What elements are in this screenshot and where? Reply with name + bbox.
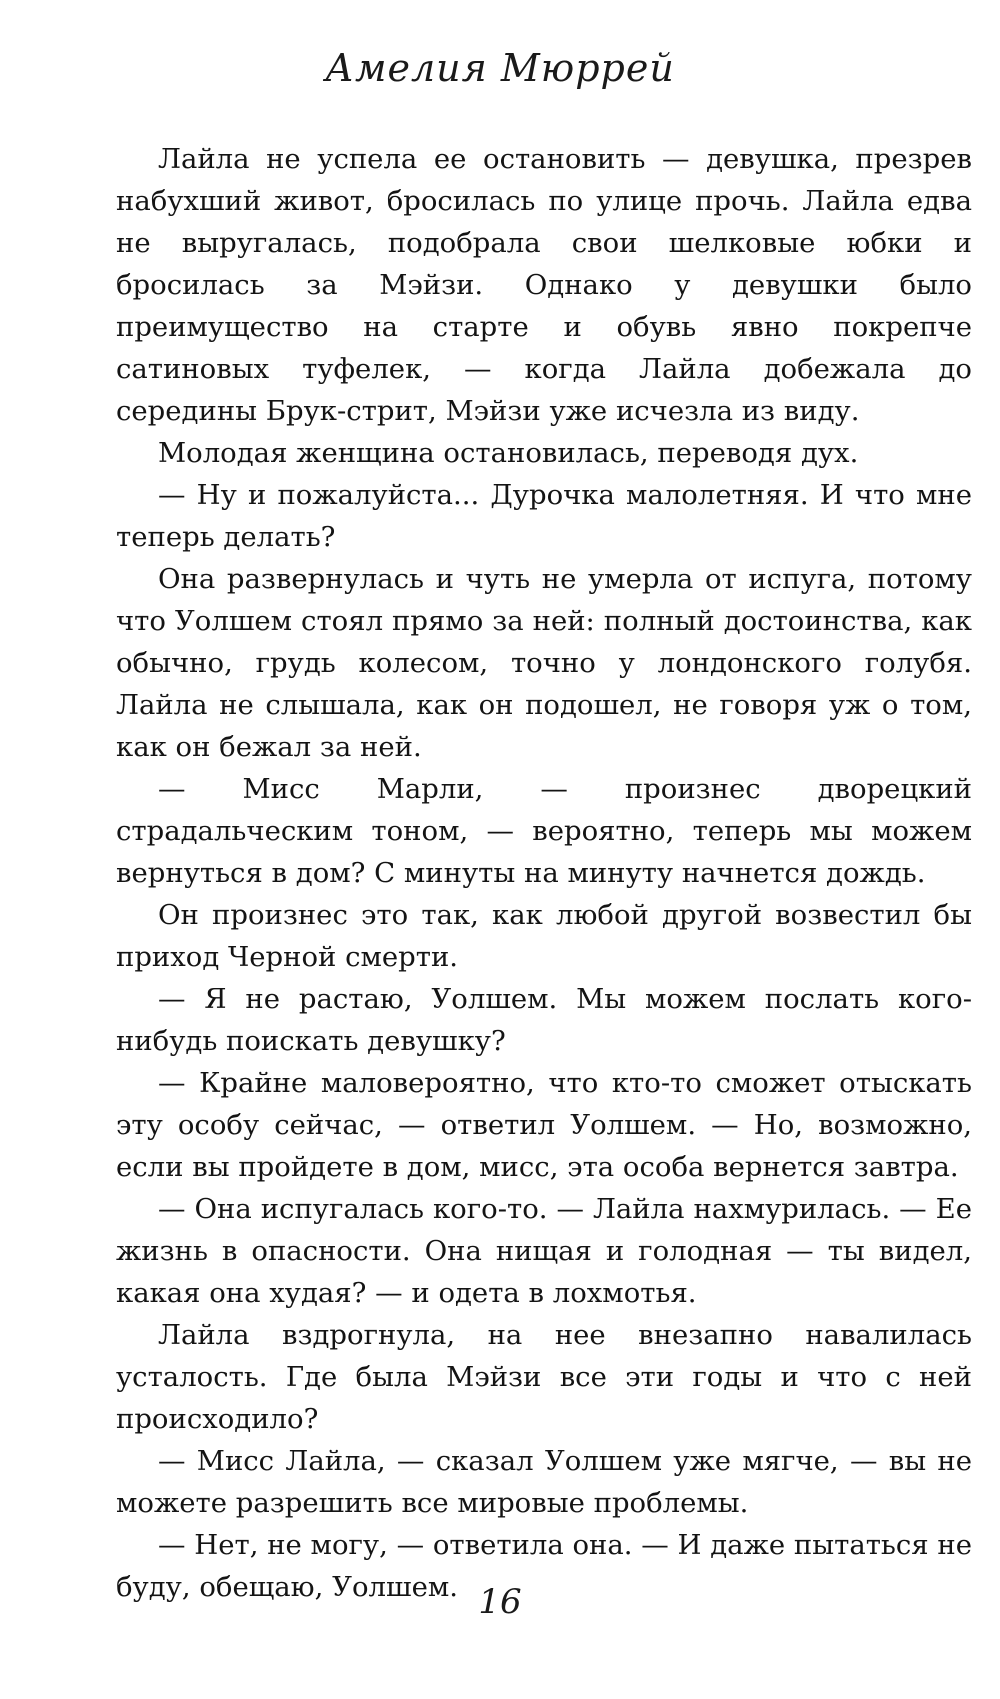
paragraph: — Ну и пожалуйста... Дурочка малолетняя. И что мне теперь делать?	[116, 479, 972, 553]
paragraph: — Мисс Лайла, — сказал Уолшем уже мягче, — вы не можете разрешить все мировые проблемы.	[116, 1445, 972, 1519]
paragraph: — Нет, не могу, — ответила она. — И даже пытаться не буду, обещаю, Уолшем.	[116, 1529, 972, 1603]
paragraph: — Крайне маловероятно, что кто-то сможет отыскать эту особу сейчас, — ответил Уолшем. — Но, возможно, если вы пройдете в дом, мисс, эта особа вернется завтра.	[116, 1067, 972, 1183]
paragraph: — Я не растаю, Уолшем. Мы можем послать кого-нибудь поискать девушку?	[116, 983, 972, 1057]
paragraph: Лайла не успела ее остановить — девушка, презрев набухший живот, бросилась по улице прочь. Лайла едва не выругалась, подобрала свои шелковые юбки и бросилась за Мэйзи. Однако у девушки было преимущество на старте и обувь явно покрепче сатиновых туфелек, — когда Лайла добежала до середины Брук-стрит, Мэйзи уже исчезла из виду.	[116, 143, 972, 427]
paragraph: Лайла вздрогнула, на нее внезапно навалилась усталость. Где была Мэйзи все эти годы и что с ней происходило?	[116, 1319, 972, 1435]
paragraph: Молодая женщина остановилась, переводя дух.	[158, 437, 859, 469]
paragraph: — Мисс Марли, — произнес дворецкий страдальческим тоном, — вероятно, теперь мы можем вернуться в дом? С минуты на минуту начнется дождь.	[116, 773, 972, 889]
paragraph: Он произнес это так, как любой другой возвестил бы приход Черной смерти.	[116, 899, 972, 973]
paragraph: Она развернулась и чуть не умерла от испуга, потому что Уолшем стоял прямо за ней: полный достоинства, как обычно, грудь колесом, точно у лондонского голубя. Лайла не слышала, как он подошел, не говоря уж о том, как он бежал за ней.	[116, 563, 972, 763]
page-number: 16	[478, 1582, 522, 1622]
author-header: Амелия Мюррей	[325, 46, 675, 90]
paragraph: — Она испугалась кого-то. — Лайла нахмурилась. — Ее жизнь в опасности. Она нищая и голодная — ты видел, какая она худая? — и одета в лохмотья.	[116, 1193, 972, 1309]
body-text	[116, 138, 972, 1608]
